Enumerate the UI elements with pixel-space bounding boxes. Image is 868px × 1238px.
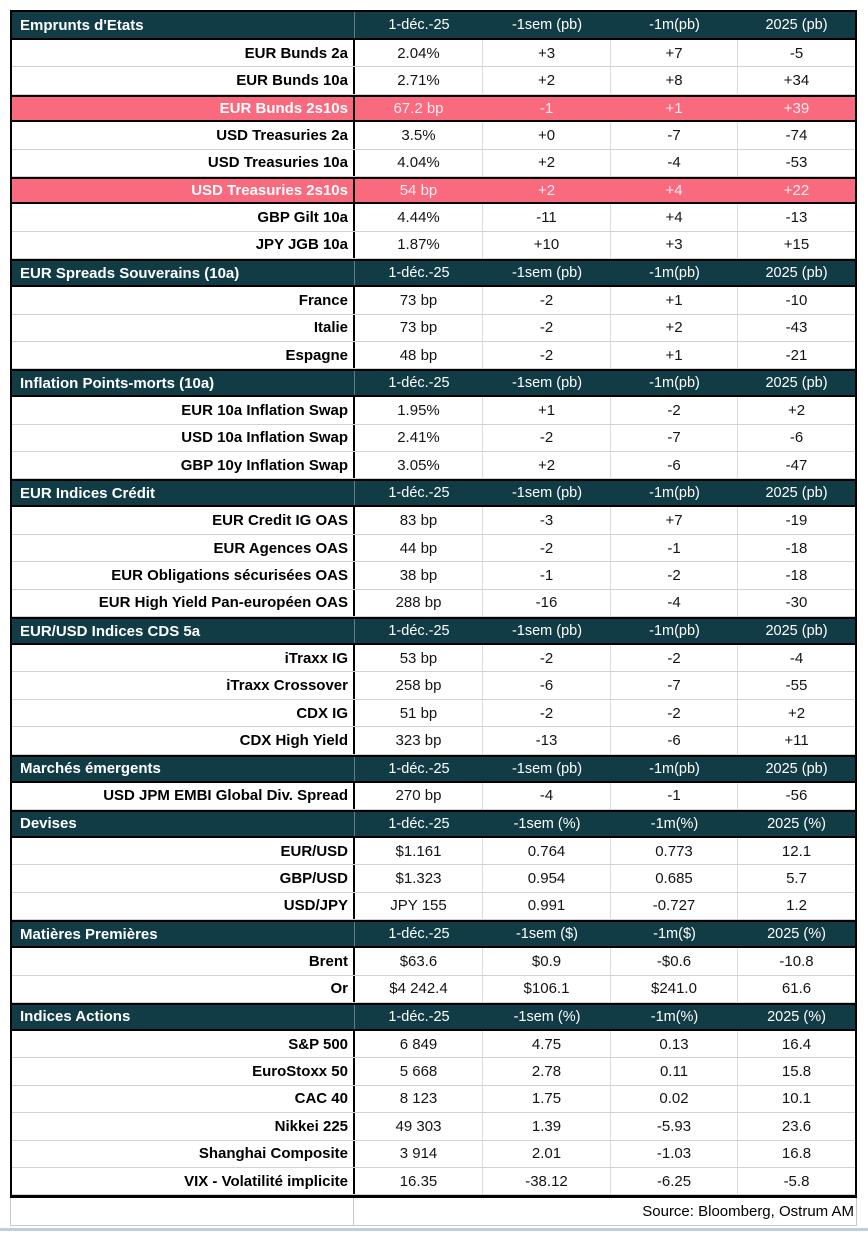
row-value: -6	[611, 452, 738, 478]
row-value: -13	[785, 209, 808, 227]
row-value: -7	[611, 672, 738, 698]
row-value: +22	[783, 182, 810, 200]
column-header: 2025 (pb)	[765, 760, 828, 777]
row-label: Brent	[12, 948, 355, 974]
table-row	[12, 67, 855, 94]
row-value: -4	[789, 649, 804, 667]
column-header: 1-déc.-25	[388, 1008, 450, 1025]
row-value: -2	[483, 315, 611, 341]
row-value: -0.727	[611, 893, 738, 919]
row-value: -1	[611, 535, 738, 561]
row-value: 0.773	[611, 838, 738, 864]
table-row	[12, 232, 855, 259]
row-label: JPY JGB 10a	[12, 232, 355, 258]
section-header-row	[12, 12, 855, 40]
column-header: 1-déc.-25	[388, 815, 450, 832]
row-value: -11	[483, 204, 611, 230]
row-value: -7	[611, 425, 738, 451]
row-value: -6	[483, 672, 611, 698]
row-value: -16	[483, 590, 611, 616]
row-label: EUR Agences OAS	[12, 535, 355, 561]
table-row	[12, 672, 855, 699]
section-title: EUR Indices Crédit	[12, 481, 355, 505]
row-value: 1.95%	[355, 397, 483, 423]
row-value: -5	[789, 44, 804, 62]
section-header-row	[12, 617, 855, 645]
column-header: 1-déc.-25	[388, 623, 450, 640]
column-header: 2025 (%)	[767, 926, 826, 943]
row-value: +39	[783, 99, 810, 117]
row-value: $0.9	[483, 948, 611, 974]
row-value: 16.4	[781, 1035, 812, 1053]
column-header: 1-déc.-25	[388, 17, 450, 33]
row-value: -2	[611, 562, 738, 588]
row-value: 2.04%	[355, 40, 483, 66]
row-value: +7	[611, 40, 738, 66]
row-label: Shanghai Composite	[12, 1141, 355, 1167]
row-value: 54 bp	[399, 182, 438, 200]
row-value: -53	[785, 154, 808, 172]
row-value: +2	[483, 150, 611, 176]
row-value: 258 bp	[355, 672, 483, 698]
row-label: S&P 500	[12, 1031, 355, 1057]
section-header-row	[12, 755, 855, 783]
column-header: -1sem (pb)	[511, 265, 583, 282]
column-header: 2025 (pb)	[765, 375, 828, 392]
column-header: -1m($)	[653, 926, 696, 943]
row-value: +4	[665, 182, 683, 200]
column-header: 2025 (%)	[767, 815, 826, 832]
row-value: -5.8	[783, 1172, 810, 1190]
column-header: 1-déc.-25	[388, 265, 450, 282]
table-row	[12, 590, 855, 617]
row-label: France	[12, 287, 355, 313]
row-label: USD Treasuries 10a	[12, 150, 355, 176]
row-value: 73 bp	[355, 315, 483, 341]
row-label: USD Treasuries 2a	[12, 122, 355, 148]
row-value: 12.1	[781, 842, 812, 860]
section-header-row	[12, 259, 855, 287]
column-header: 1-déc.-25	[388, 485, 450, 502]
row-value: 49 303	[355, 1113, 483, 1139]
row-value: -4	[611, 150, 738, 176]
table-row	[12, 1058, 855, 1085]
column-header: -1sem (pb)	[511, 375, 583, 392]
row-value: 4.75	[483, 1031, 611, 1057]
row-value: 53 bp	[355, 645, 483, 671]
row-value: +1	[611, 287, 738, 313]
row-value: +11	[784, 731, 809, 749]
row-value: 61.6	[781, 980, 812, 998]
table-row	[12, 177, 855, 204]
table-row	[12, 727, 855, 754]
table-row	[12, 287, 855, 314]
row-label: iTraxx IG	[12, 645, 355, 671]
row-value: +2	[787, 704, 806, 722]
section-header-row	[12, 1003, 855, 1031]
row-value: 44 bp	[355, 535, 483, 561]
column-header: -1m(pb)	[649, 760, 700, 777]
column-header: -1sem (%)	[513, 1008, 581, 1025]
table-row	[12, 1086, 855, 1113]
column-header: -1sem ($)	[515, 926, 579, 943]
section-title: EUR/USD Indices CDS 5a	[12, 619, 355, 643]
row-value: +2	[537, 182, 556, 200]
row-value: 38 bp	[355, 562, 483, 588]
row-value: -30	[785, 594, 808, 612]
table-row	[12, 1141, 855, 1168]
column-header: 2025 (pb)	[765, 17, 828, 33]
row-value: 0.02	[611, 1086, 738, 1112]
row-value: -10	[785, 291, 808, 309]
row-value: +0	[483, 122, 611, 148]
source-row	[10, 1198, 857, 1225]
row-value: -2	[611, 700, 738, 726]
section-title: Matières Premières	[12, 922, 355, 946]
row-value: 3.5%	[355, 122, 483, 148]
row-value: -13	[483, 727, 611, 753]
section-header-row	[12, 920, 855, 948]
row-value: 16.8	[781, 1145, 812, 1163]
row-value: $4 242.4	[355, 976, 483, 1002]
row-label: EuroStoxx 50	[12, 1058, 355, 1084]
row-value: -$0.6	[611, 948, 738, 974]
row-value: -3	[483, 507, 611, 533]
row-label: Italie	[12, 315, 355, 341]
row-value: 10.1	[781, 1090, 812, 1108]
row-value: +1	[665, 99, 683, 117]
row-value: +2	[483, 67, 611, 93]
row-value: -18	[785, 566, 808, 584]
row-value: 0.991	[483, 893, 611, 919]
section-title: Indices Actions	[12, 1005, 355, 1029]
table-row	[12, 865, 855, 892]
bottom-accent-line	[0, 1228, 868, 1231]
column-header: -1m(%)	[650, 1008, 699, 1025]
row-label: iTraxx Crossover	[12, 672, 355, 698]
row-value: -2	[483, 700, 611, 726]
row-value: +8	[611, 67, 738, 93]
column-header: -1m(pb)	[649, 623, 700, 640]
table-row	[12, 507, 855, 534]
section-title: Inflation Points-morts (10a)	[12, 371, 355, 395]
table-row	[12, 700, 855, 727]
column-header: -1sem (pb)	[511, 623, 583, 640]
column-header: 2025 (pb)	[765, 485, 828, 502]
column-header: -1m(%)	[650, 815, 699, 832]
row-value: +34	[783, 72, 810, 90]
row-value: 3.05%	[355, 452, 483, 478]
row-value: 270 bp	[355, 783, 483, 809]
table-row	[12, 452, 855, 479]
row-label: Nikkei 225	[12, 1113, 355, 1139]
section-title: Marchés émergents	[12, 757, 355, 781]
row-value: +15	[783, 236, 810, 254]
column-header: -1sem (pb)	[511, 17, 583, 33]
row-label: EUR Bunds 10a	[12, 67, 355, 93]
row-value: +3	[483, 40, 611, 66]
row-value: 83 bp	[355, 507, 483, 533]
row-value: $241.0	[611, 976, 738, 1002]
row-value: +10	[483, 232, 611, 258]
row-label: GBP/USD	[12, 865, 355, 891]
row-value: 1.2	[786, 897, 807, 915]
row-value: 5 668	[355, 1058, 483, 1084]
row-value: -2	[483, 425, 611, 451]
row-value: 2.71%	[355, 67, 483, 93]
row-label: USD Treasuries 2s10s	[12, 179, 355, 202]
row-value: $106.1	[483, 976, 611, 1002]
row-value: 4.04%	[355, 150, 483, 176]
row-value: 323 bp	[355, 727, 483, 753]
row-value: 1.39	[483, 1113, 611, 1139]
row-label: USD JPM EMBI Global Div. Spread	[12, 783, 355, 809]
row-value: -4	[611, 590, 738, 616]
table-row	[12, 838, 855, 865]
row-label: Espagne	[12, 342, 355, 368]
column-header: 1-déc.-25	[388, 375, 450, 392]
row-label: CDX High Yield	[12, 727, 355, 753]
row-value: 8 123	[355, 1086, 483, 1112]
row-value: -10.8	[779, 952, 814, 970]
row-value: -43	[785, 319, 808, 337]
row-value: -19	[785, 512, 808, 530]
row-value: -38.12	[483, 1168, 611, 1194]
column-header: -1m(pb)	[649, 17, 700, 33]
row-value: -2	[611, 397, 738, 423]
row-label: CAC 40	[12, 1086, 355, 1112]
row-value: -74	[785, 126, 808, 144]
row-value: -6	[611, 727, 738, 753]
row-label: GBP 10y Inflation Swap	[12, 452, 355, 478]
row-label: EUR 10a Inflation Swap	[12, 397, 355, 423]
source-note: Source: Bloomberg, Ostrum AM	[642, 1202, 854, 1220]
row-label: GBP Gilt 10a	[12, 204, 355, 230]
row-value: +4	[611, 204, 738, 230]
table-row	[12, 397, 855, 424]
row-value: -1	[539, 99, 554, 117]
section-title: EUR Spreads Souverains (10a)	[12, 261, 355, 285]
section-header-row	[12, 369, 855, 397]
row-value: -5.93	[611, 1113, 738, 1139]
row-label: EUR Obligations sécurisées OAS	[12, 562, 355, 588]
row-value: 16.35	[355, 1168, 483, 1194]
row-value: -1	[611, 783, 738, 809]
row-value: -2	[611, 645, 738, 671]
row-label: EUR Credit IG OAS	[12, 507, 355, 533]
column-header: 2025 (pb)	[765, 265, 828, 282]
table-row	[12, 204, 855, 231]
row-value: -2	[483, 535, 611, 561]
section-title: Emprunts d'Etats	[12, 12, 355, 38]
row-value: -6	[789, 429, 804, 447]
table-row	[12, 535, 855, 562]
row-value: +1	[483, 397, 611, 423]
row-label: VIX - Volatilité implicite	[12, 1168, 355, 1194]
row-value: 48 bp	[355, 342, 483, 368]
row-value: 4.44%	[355, 204, 483, 230]
table-row	[12, 315, 855, 342]
section-title: Devises	[12, 812, 355, 836]
row-value: 1.75	[483, 1086, 611, 1112]
section-header-row	[12, 810, 855, 838]
row-value: 0.13	[611, 1031, 738, 1057]
table-row	[12, 976, 855, 1003]
row-label: USD 10a Inflation Swap	[12, 425, 355, 451]
column-header: 2025 (%)	[767, 1008, 826, 1025]
row-value: +1	[611, 342, 738, 368]
row-value: $63.6	[355, 948, 483, 974]
table-row	[12, 425, 855, 452]
row-value: 0.685	[611, 865, 738, 891]
row-value: 288 bp	[355, 590, 483, 616]
table-row	[12, 150, 855, 177]
row-value: -56	[785, 787, 808, 805]
row-value: $1.161	[355, 838, 483, 864]
section-header-row	[12, 479, 855, 507]
table-row	[12, 783, 855, 810]
row-value: 0.954	[483, 865, 611, 891]
column-header: -1m(pb)	[649, 265, 700, 282]
row-value: -2	[483, 342, 611, 368]
row-value: -6.25	[611, 1168, 738, 1194]
row-value: 51 bp	[355, 700, 483, 726]
row-value: -2	[483, 287, 611, 313]
row-value: -18	[785, 539, 808, 557]
row-value: 15.8	[781, 1063, 812, 1081]
row-value: 2.41%	[355, 425, 483, 451]
row-value: 6 849	[355, 1031, 483, 1057]
row-value: -1.03	[611, 1141, 738, 1167]
row-label: EUR Bunds 2a	[12, 40, 355, 66]
column-header: -1sem (%)	[513, 815, 581, 832]
row-value: +2	[483, 452, 611, 478]
row-value: 2.01	[483, 1141, 611, 1167]
column-header: -1m(pb)	[649, 375, 700, 392]
table-row	[12, 122, 855, 149]
row-label: EUR/USD	[12, 838, 355, 864]
row-value: -21	[785, 346, 808, 364]
column-header: -1sem (pb)	[511, 760, 583, 777]
row-value: +2	[611, 315, 738, 341]
row-value: 3 914	[355, 1141, 483, 1167]
row-value: 2.78	[483, 1058, 611, 1084]
table-row	[12, 1113, 855, 1140]
row-label: CDX IG	[12, 700, 355, 726]
row-value: $1.323	[355, 865, 483, 891]
table-row	[12, 1031, 855, 1058]
table-row	[12, 40, 855, 67]
row-label: Or	[12, 976, 355, 1002]
row-value: +2	[787, 401, 806, 419]
column-header: 1-déc.-25	[388, 926, 450, 943]
market-table-sections	[10, 10, 857, 1198]
row-value: +7	[611, 507, 738, 533]
table-row	[12, 342, 855, 369]
row-value: -7	[611, 122, 738, 148]
row-value: +3	[611, 232, 738, 258]
row-value: -47	[785, 456, 808, 474]
table-row	[12, 948, 855, 975]
row-value: -4	[483, 783, 611, 809]
column-header: -1m(pb)	[649, 485, 700, 502]
row-value: -1	[483, 562, 611, 588]
row-value: 23.6	[781, 1117, 812, 1135]
column-header: -1sem (pb)	[511, 485, 583, 502]
row-value: 1.87%	[355, 232, 483, 258]
table-row	[12, 1168, 855, 1195]
table-row	[12, 645, 855, 672]
table-row	[12, 562, 855, 589]
row-label: EUR High Yield Pan-européen OAS	[12, 590, 355, 616]
row-label: USD/JPY	[12, 893, 355, 919]
row-value: 0.764	[483, 838, 611, 864]
row-value: 0.11	[611, 1058, 738, 1084]
row-value: 5.7	[786, 870, 807, 888]
row-label: EUR Bunds 2s10s	[12, 97, 355, 120]
row-value: 67.2 bp	[393, 99, 444, 117]
market-table	[10, 10, 857, 1226]
table-row	[12, 893, 855, 920]
row-value: 73 bp	[355, 287, 483, 313]
row-value: -2	[483, 645, 611, 671]
row-value: -55	[785, 677, 808, 695]
source-row-spacer	[11, 1198, 354, 1224]
column-header: 1-déc.-25	[388, 760, 450, 777]
row-value: JPY 155	[355, 893, 483, 919]
table-row	[12, 95, 855, 122]
column-header: 2025 (pb)	[765, 623, 828, 640]
